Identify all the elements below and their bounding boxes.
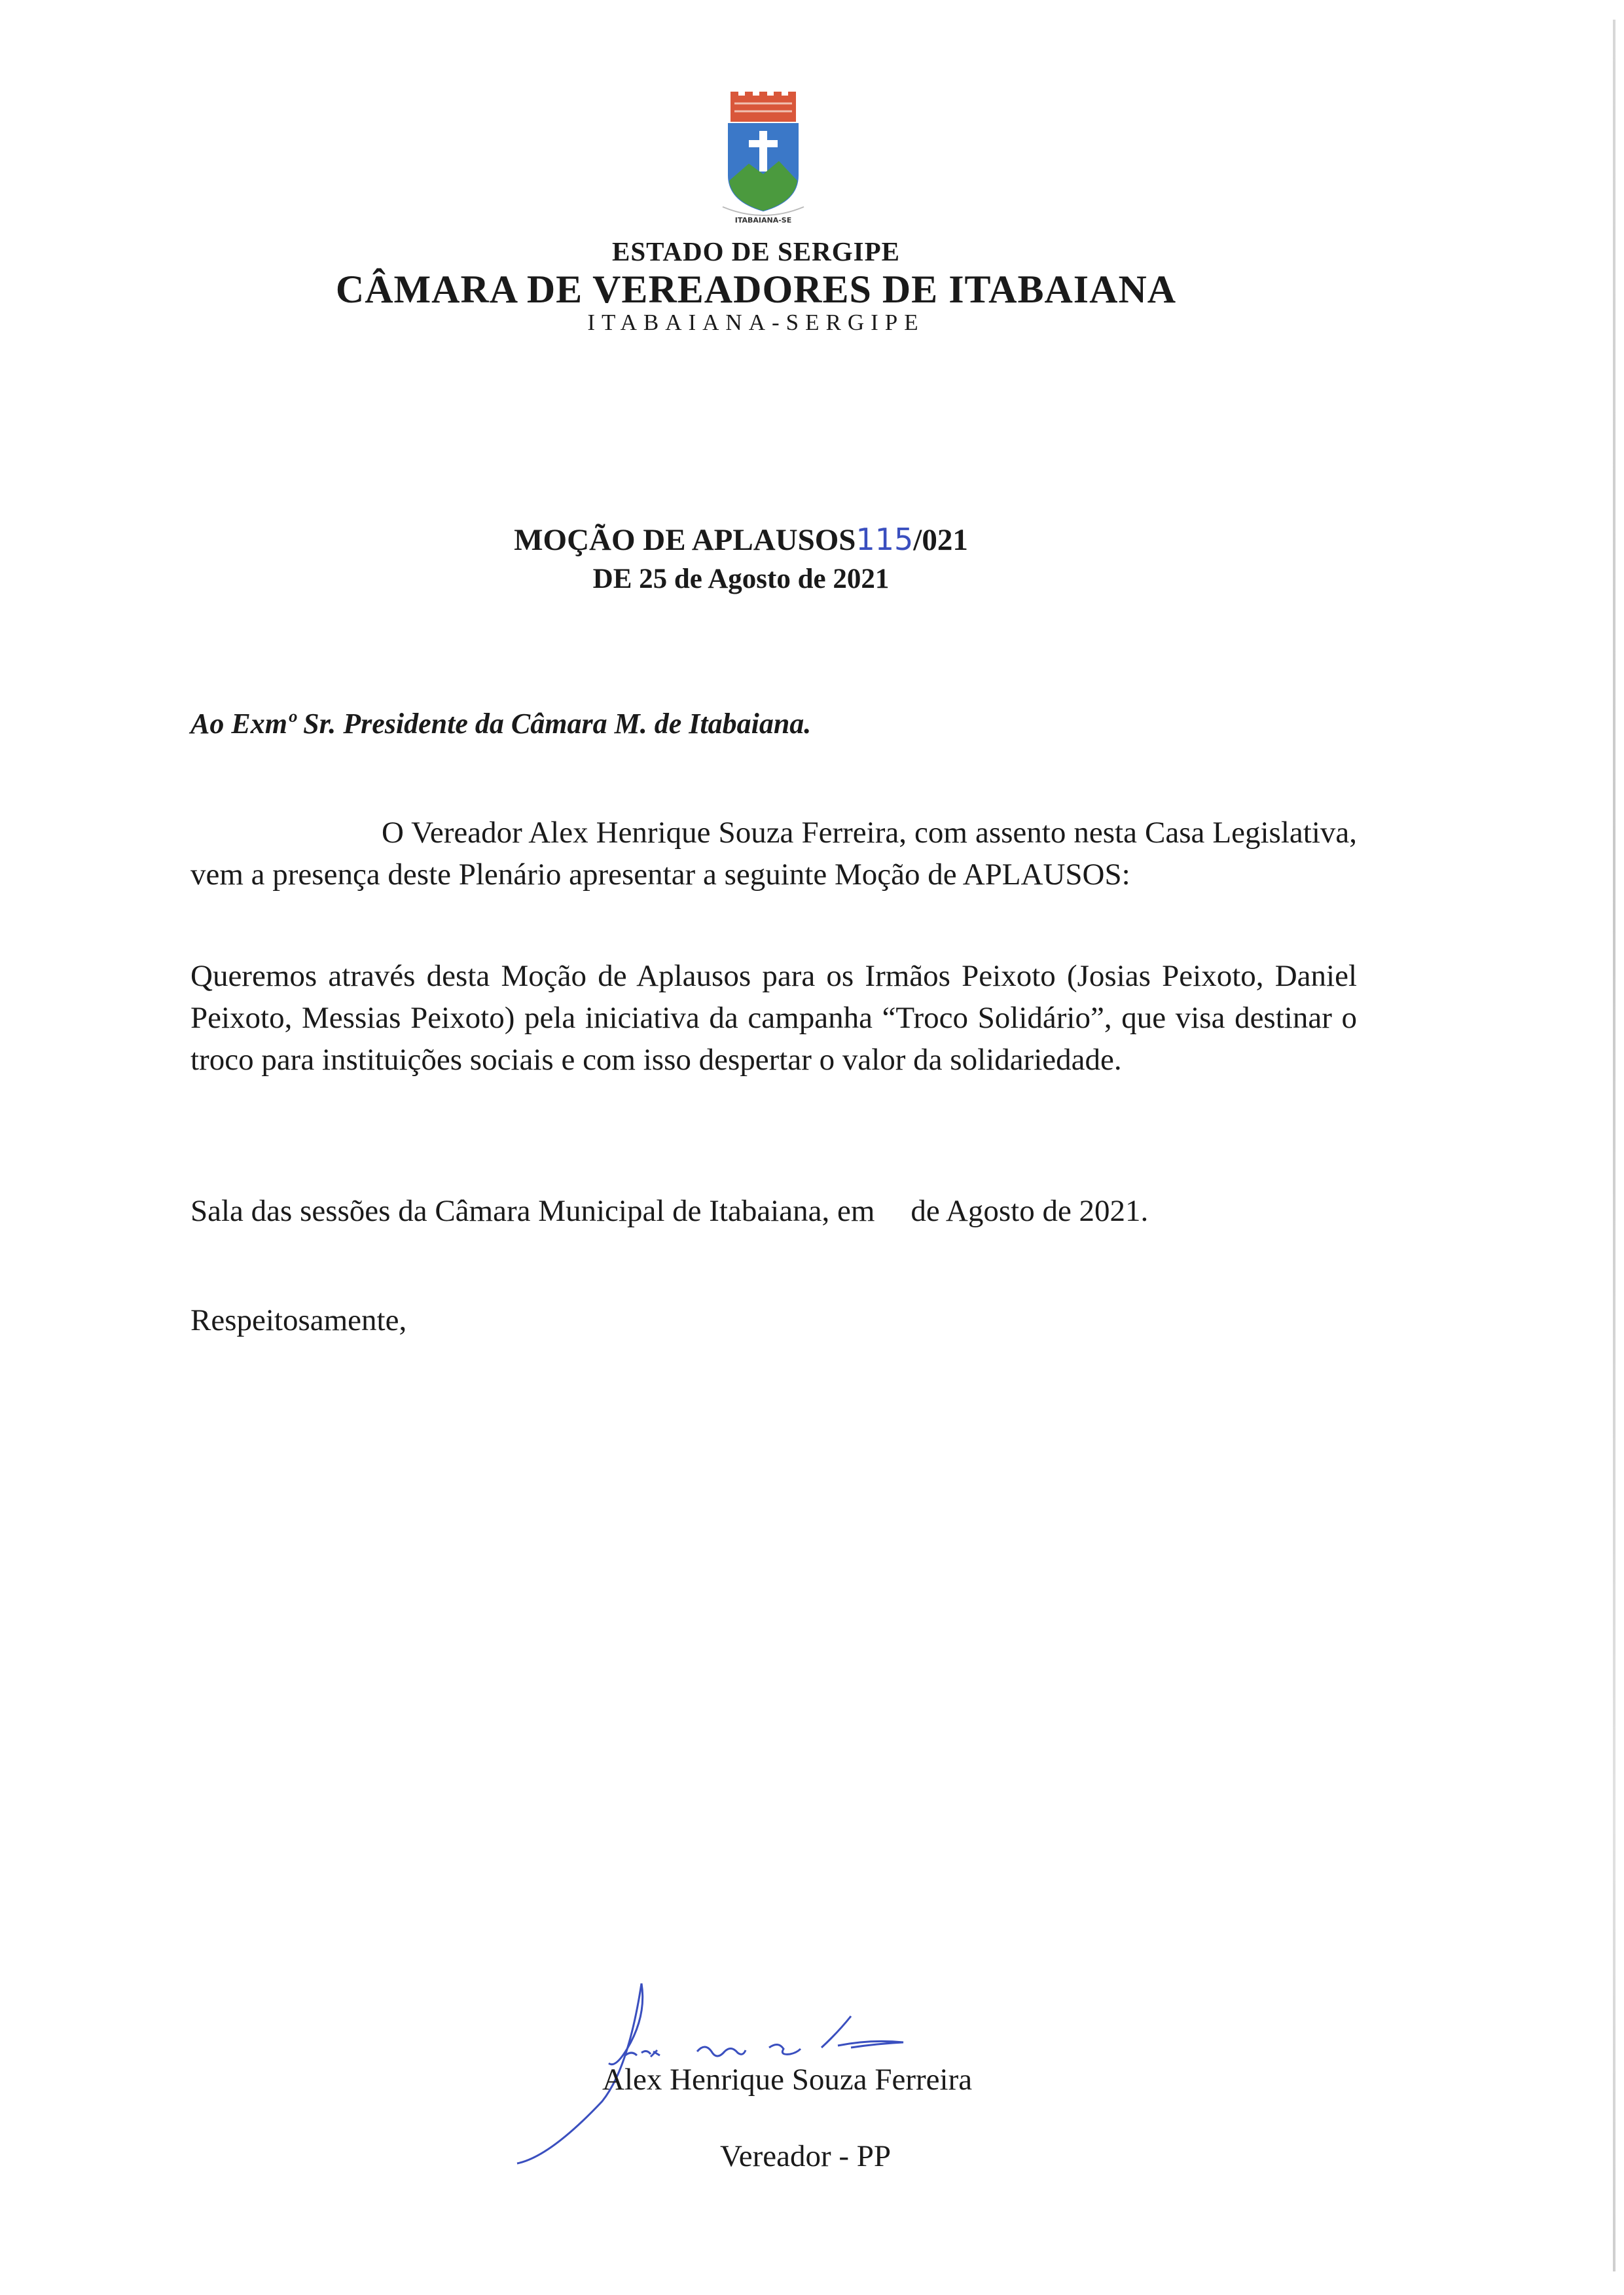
motion-body-paragraph: Queremos através desta Moção de Aplausos para os Irmãos Peixoto (Josias Peixoto, Daniel Peixoto, Messias Peixoto) pela iniciativa da campanha “Troco Solidário”, que visa destinar o troco para instituições sociais e com isso despertar o valor da solidariedade. xyxy=(190,959,1357,1077)
closing-place-start: Sala das sessões da Câmara Municipal de Itabaiana, em xyxy=(190,1194,875,1228)
motion-title xyxy=(0,522,1482,558)
motion-number-handwritten: 115 xyxy=(856,522,914,557)
municipal-crest-icon xyxy=(711,90,816,231)
header-city: ITABAIANA-SERGIPE xyxy=(587,310,925,335)
closing-place-date xyxy=(190,1193,1148,1229)
header-chamber-name: CÂMARA DE VEREADORES DE ITABAIANA xyxy=(335,268,1177,311)
salutation: Respeitosamente, xyxy=(190,1303,407,1337)
closing-place-end: de Agosto de 2021. xyxy=(911,1194,1149,1228)
intro-paragraph: O Vereador Alex Henrique Souza Ferreira, com assento nesta Casa Legislativa, vem a presença deste Plenário apresentar a seguinte Moção de APLAUSOS: xyxy=(190,816,1357,892)
motion-date: DE 25 de Agosto de 2021 xyxy=(592,564,890,594)
header-state: ESTADO DE SERGIPE xyxy=(611,236,900,266)
scan-edge-line xyxy=(1613,20,1615,2271)
addressee: Ao Exmº Sr. Presidente da Câmara M. de Itabaiana. xyxy=(190,708,812,740)
motion-title-prefix: MOÇÃO DE APLAUSOS xyxy=(514,523,856,557)
motion-title-suffix: /021 xyxy=(913,523,968,557)
crest-motto: ITABAIANA-SE xyxy=(734,216,792,225)
signer-role: Vereador - PP xyxy=(720,2139,892,2173)
signer-name: Alex Henrique Souza Ferreira xyxy=(602,2063,973,2097)
